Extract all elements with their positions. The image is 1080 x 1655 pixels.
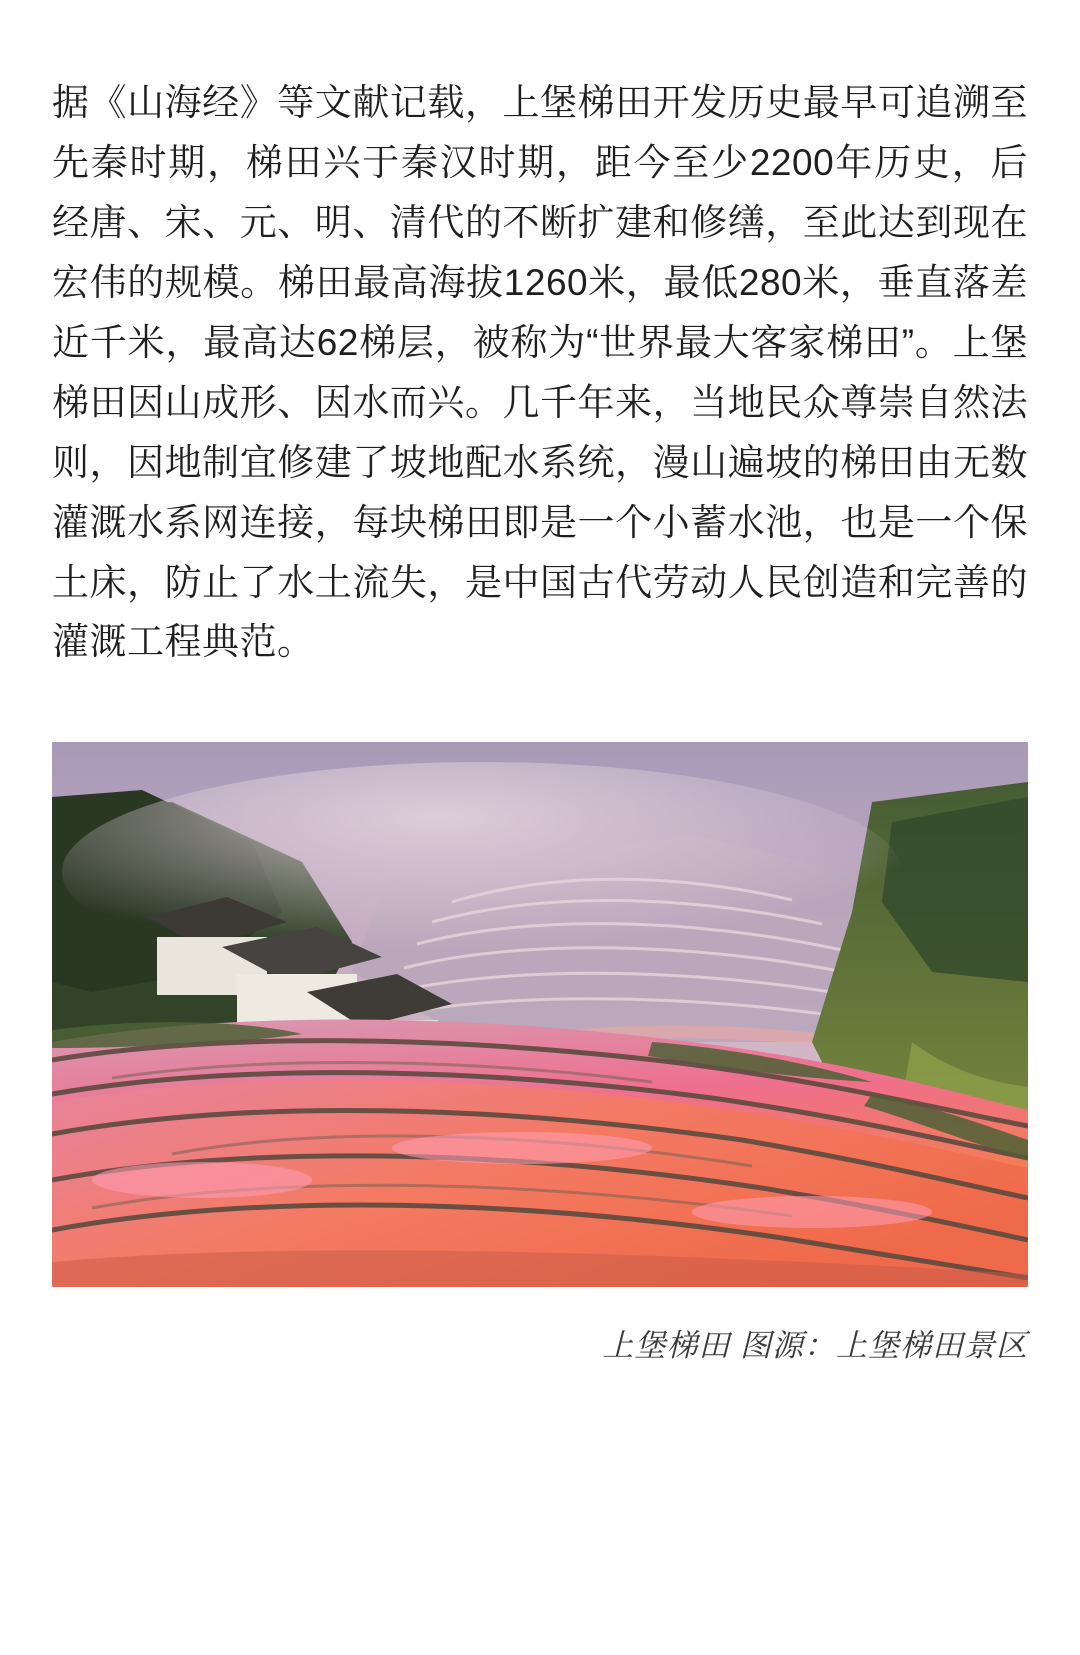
terrace-field-photo: [52, 742, 1028, 1287]
article-body-paragraph: 据《山海经》等文献记载，上堡梯田开发历史最早可追溯至先秦时期，梯田兴于秦汉时期，距今至少2200年历史，后经唐、宋、元、明、清代的不断扩建和修缮，至此达到现在宏伟的规模。梯田最高海拔1260米，最低280米，垂直落差近千米，最高达62梯层，被称为“世界最大客家梯田”。上堡梯田因山成形、因水而兴。几千年来，当地民众尊崇自然法则，因地制宜修建了坡地配水系统，漫山遍坡的梯田由无数灌溉水系网连接，每块梯田即是一个小蓄水池，也是一个保土床，防止了水土流失，是中国古代劳动人民创造和完善的灌溉工程典范。: [52, 82, 1028, 663]
figure-block: [52, 742, 1028, 1370]
terrace-field-illustration: [52, 742, 1028, 1287]
figure-caption: 上堡梯田 图源：上堡梯田景区: [602, 1328, 1028, 1364]
